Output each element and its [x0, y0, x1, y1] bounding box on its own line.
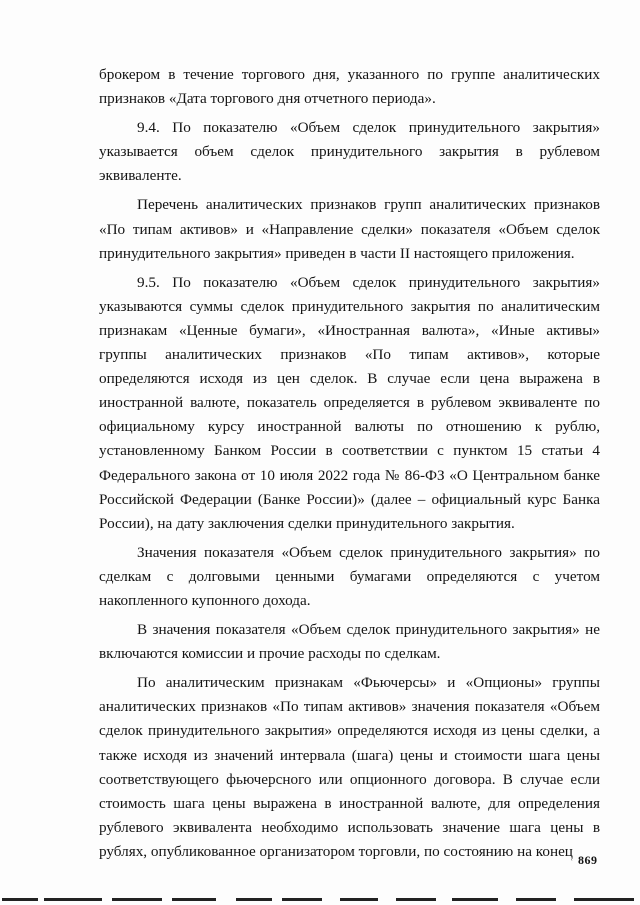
scan-bottom-edge: [0, 894, 640, 905]
paragraph-commissions: В значения показателя «Объем сделок принудительного закрытия» не включаются комиссии и прочие расходы по сделкам.: [99, 621, 600, 663]
paragraph-feature-list: Перечень аналитических признаков групп аналитических признаков «По типам активов» и «Направление сделки» показателя «Объем сделок принудительного закрытия» приведен в части II настоящего приложения.: [99, 196, 600, 262]
edge-mark: [282, 898, 322, 901]
edge-mark: [172, 898, 216, 901]
edge-mark: [452, 898, 498, 901]
paragraph-debt-securities: Значения показателя «Объем сделок принудительного закрытия» по сделкам с долговыми ценными бумагами определяются с учетом накопленного купонного дохода.: [99, 543, 600, 609]
edge-mark: [112, 898, 162, 901]
edge-mark: [44, 898, 102, 901]
document-body: [99, 63, 600, 869]
edge-mark: [340, 898, 378, 901]
edge-mark: [516, 898, 556, 901]
paragraph-9-4: 9.4. По показателю «Объем сделок принудительного закрытия» указывается объем сделок принудительного закрытия в рублевом эквиваленте.: [99, 119, 600, 185]
paragraph-futures-options: По аналитическим признакам «Фьючерсы» и «Опционы» группы аналитических признаков «По типам активов» значения показателя «Объем сделок принудительного закрытия» определяются исходя из цены сделки, а также исходя из значений интервала (шага) цены и стоимости шага цены соответствующего фьючерсного или опционного договора. В случае если стоимость шага цены выражена в иностранной валюте, для определения рублевого эквивалента необходимо использовать значение шага цены в рублях, опубликованное организатором торговли, по состоянию на конец: [99, 674, 600, 860]
edge-mark: [396, 898, 436, 901]
edge-mark: [236, 898, 272, 901]
edge-mark: [574, 898, 634, 901]
edge-mark: [2, 898, 38, 901]
paragraph-9-5: 9.5. По показателю «Объем сделок принудительного закрытия» указываются суммы сделок принудительного закрытия по аналитическим признакам «Ценные бумаги», «Иностранная валюта», «Иные активы» группы аналитических признаков «По типам активов», которые определяются исходя из цен сделок. В случае если цена выражена в иностранной валюте, показатель определяется в рублевом эквиваленте по официальному курсу иностранной валюты по отношению к рублю, установленному Банком России в соответствии с пунктом 15 статьи 4 Федерального закона от 10 июля 2022 года № 86-ФЗ «О Центральном банке Российской Федерации (Банке России)» (далее – официальный курс Банка России), на дату заключения сделки принудительного закрытия.: [99, 273, 600, 532]
page-number: 869: [578, 853, 598, 867]
paragraph-continuation: брокером в течение торгового дня, указанного по группе аналитических признаков «Дата торгового дня отчетного периода».: [99, 66, 600, 108]
page-number-tick: ʿ: [570, 858, 574, 869]
